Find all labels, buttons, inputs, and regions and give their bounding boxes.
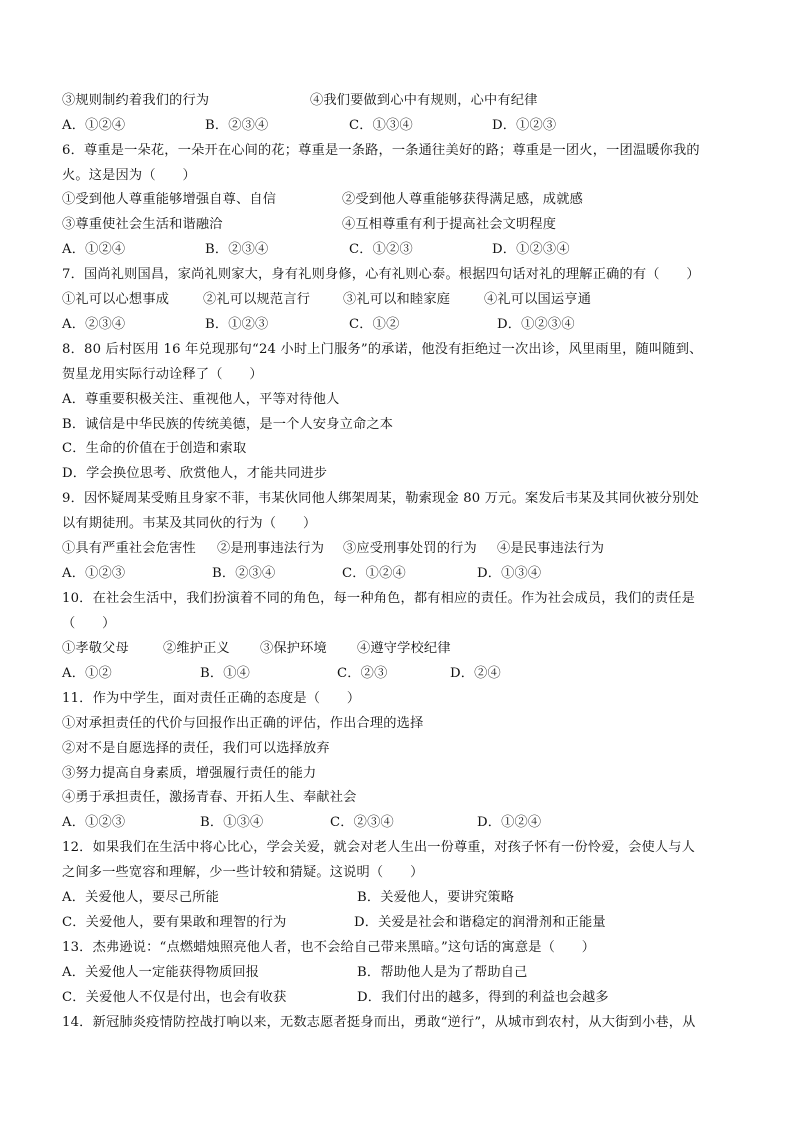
q10-choice-c: C．②③ bbox=[337, 666, 388, 681]
q9-choice-b: B．②③④ bbox=[212, 566, 276, 581]
q8-stem-line2: 贺星龙用实际行动诠释了（ ） bbox=[62, 367, 263, 382]
q10-option-2: ②维护正义 bbox=[163, 641, 230, 656]
q11-option-3: ③努力提高自身素质，增强履行责任的能力 bbox=[62, 766, 317, 781]
q11-stem: 11．作为中学生，面对责任正确的态度是（ ） bbox=[62, 691, 361, 706]
q9-option-2: ②是刑事违法行为 bbox=[217, 541, 325, 556]
q6-choice-c: C．①②③ bbox=[349, 242, 413, 257]
q11-choice-d: D．①②④ bbox=[477, 815, 542, 830]
q7-option-1: ①礼可以心想事成 bbox=[62, 292, 170, 307]
q13-choice-d: D．我们付出的越多，得到的利益也会越多 bbox=[357, 990, 609, 1005]
q9-option-4: ④是民事违法行为 bbox=[497, 541, 605, 556]
q9-stem-line1: 9．因怀疑周某受贿且身家不菲，韦某伙同他人绑架周某，勒索现金 80 万元。案发后韦某及其同伙被分别处 bbox=[62, 491, 699, 506]
q8-stem-line1: 8．80 后村医用 16 年兑现那句“24 小时上门服务”的承诺，他没有拒绝过一次出诊，风里雨里，随叫随到、 bbox=[62, 342, 703, 357]
q5-option-3: ③规则制约着我们的行为 bbox=[62, 93, 210, 108]
q10-option-4: ④遵守学校纪律 bbox=[357, 641, 451, 656]
q10-stem-line2: （ ） bbox=[62, 616, 116, 631]
q8-choice-c: C．生命的价值在于创造和索取 bbox=[62, 441, 247, 456]
q6-option-2: ②受到他人尊重能够获得满足感，成就感 bbox=[342, 192, 583, 207]
q8-choice-d: D．学会换位思考、欣赏他人，才能共同进步 bbox=[62, 466, 328, 481]
q8-choice-a: A．尊重要积极关注、重视他人，平等对待他人 bbox=[62, 392, 340, 407]
q5-option-4: ④我们要做到心中有规则，心中有纪律 bbox=[310, 93, 538, 108]
q6-option-3: ③尊重使社会生活和谐融洽 bbox=[62, 217, 223, 232]
q6-stem-line1: 6．尊重是一朵花，一朵开在心间的花；尊重是一条路，一条通往美好的路；尊重是一团火，一团温暖你我的 bbox=[62, 143, 700, 158]
q10-choice-d: D．②④ bbox=[450, 666, 501, 681]
q9-stem-line2: 以有期徒刑。韦某及其同伙的行为（ ） bbox=[62, 516, 317, 531]
q9-choice-c: C．①②④ bbox=[342, 566, 406, 581]
q6-stem-line2: 火。这是因为（ ） bbox=[62, 168, 196, 183]
q11-option-4: ④勇于承担责任，激扬青春、开拓人生、奉献社会 bbox=[62, 790, 357, 805]
q7-choice-b: B．①②③ bbox=[205, 317, 269, 332]
q6-option-1: ①受到他人尊重能够增强自尊、自信 bbox=[62, 192, 277, 207]
q9-choice-a: A．①②③ bbox=[62, 566, 126, 581]
q12-choice-c: C．关爱他人，要有果敢和理智的行为 bbox=[62, 915, 287, 930]
q12-choice-d: D．关爱是社会和谐稳定的润滑剂和正能量 bbox=[354, 915, 606, 930]
q6-option-4: ④互相尊重有利于提高社会文明程度 bbox=[342, 217, 557, 232]
q6-choice-b: B．②③④ bbox=[205, 242, 269, 257]
q12-stem-line2: 之间多一些宽容和理解，少一些计较和猜疑。这说明（ ） bbox=[62, 865, 424, 880]
q5-choice-c: C．①③④ bbox=[349, 118, 413, 133]
q11-choice-c: C．②③④ bbox=[330, 815, 394, 830]
q5-choice-b: B．②③④ bbox=[205, 118, 269, 133]
q9-option-1: ①具有严重社会危害性 bbox=[62, 541, 196, 556]
q13-stem: 13．杰弗逊说：“点燃蜡烛照亮他人者，也不会给自己带来黑暗。”这句话的寓意是（ ） bbox=[62, 940, 596, 955]
q10-option-1: ①孝敬父母 bbox=[62, 641, 129, 656]
q11-option-2: ②对不是自愿选择的责任，我们可以选择放弃 bbox=[62, 741, 330, 756]
q12-stem-line1: 12．如果我们在生活中将心比心，学会关爱，就会对老人生出一份尊重，对孩子怀有一份怜爱，会使人与人 bbox=[62, 840, 696, 855]
q7-option-4: ④礼可以国运亨通 bbox=[484, 292, 592, 307]
q10-stem-line1: 10．在社会生活中，我们扮演着不同的角色，每一种角色，都有相应的责任。作为社会成员，我们的责任是 bbox=[62, 591, 696, 606]
q12-choice-b: B．关爱他人，要讲究策略 bbox=[357, 890, 515, 905]
q6-choice-a: A．①②④ bbox=[62, 242, 126, 257]
q8-choice-b: B．诚信是中华民族的传统美德，是一个人安身立命之本 bbox=[62, 417, 394, 432]
q7-choice-d: D．①②③④ bbox=[497, 317, 575, 332]
q11-choice-b: B．①③④ bbox=[200, 815, 264, 830]
q7-stem: 7．国尚礼则国昌，家尚礼则家大，身有礼则身修，心有礼则心泰。根据四句话对礼的理解正确的有（ ） bbox=[62, 267, 700, 282]
q11-choice-a: A．①②③ bbox=[62, 815, 126, 830]
q13-choice-b: B．帮助他人是为了帮助自己 bbox=[357, 965, 528, 980]
q10-choice-a: A．①② bbox=[62, 666, 112, 681]
q5-choice-a: A．①②④ bbox=[62, 118, 126, 133]
q7-choice-c: C．①② bbox=[349, 317, 400, 332]
q12-choice-a: A．关爱他人，要尽己所能 bbox=[62, 890, 219, 905]
q9-choice-d: D．①③④ bbox=[477, 566, 542, 581]
q5-choice-d: D．①②③ bbox=[492, 118, 557, 133]
q10-option-3: ③保护环境 bbox=[260, 641, 327, 656]
q7-option-3: ③礼可以和睦家庭 bbox=[343, 292, 451, 307]
q7-option-2: ②礼可以规范言行 bbox=[203, 292, 311, 307]
q13-choice-a: A．关爱他人一定能获得物质回报 bbox=[62, 965, 260, 980]
q10-choice-b: B．①④ bbox=[200, 666, 251, 681]
q7-choice-a: A．②③④ bbox=[62, 317, 126, 332]
q9-option-3: ③应受刑事处罚的行为 bbox=[343, 541, 477, 556]
q13-choice-c: C．关爱他人不仅是付出，也会有收获 bbox=[62, 990, 287, 1005]
q14-stem-line1: 14．新冠肺炎疫情防控战打响以来，无数志愿者挺身而出，勇敢“逆行”，从城市到农村，从大街到小巷，从 bbox=[62, 1015, 696, 1030]
q6-choice-d: D．①②③④ bbox=[492, 242, 570, 257]
q11-option-1: ①对承担责任的代价与回报作出正确的评估，作出合理的选择 bbox=[62, 716, 424, 731]
